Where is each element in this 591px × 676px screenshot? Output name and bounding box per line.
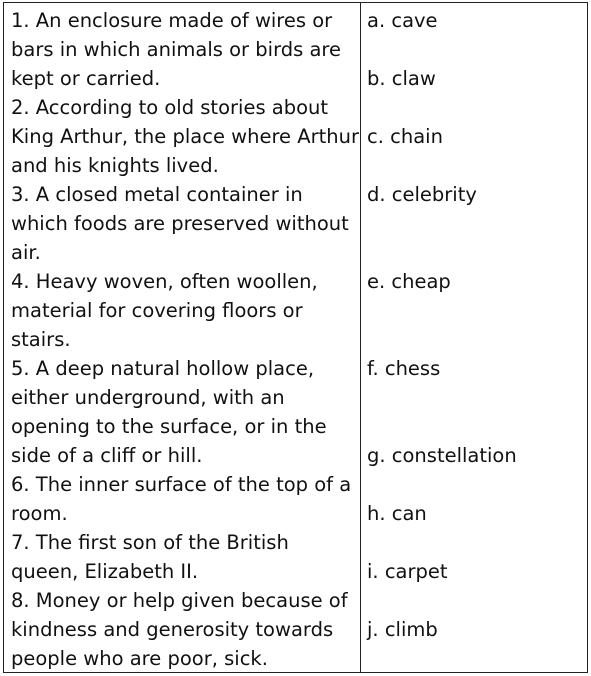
option-i: i. carpet	[367, 560, 448, 583]
definition-3-line-2: which foods are preserved without	[11, 212, 349, 235]
definition-4-line-1: 4. Heavy woven, often woollen,	[11, 270, 318, 293]
definition-8-line-3: people who are poor, sick.	[11, 647, 268, 670]
option-a: a. cave	[367, 9, 438, 32]
definition-5-line-3: opening to the surface, or in the	[11, 415, 327, 438]
option-h: h. can	[367, 502, 427, 525]
option-e: e. cheap	[367, 270, 451, 293]
definition-7-line-2: queen, Elizabeth II.	[11, 560, 199, 583]
definition-6-line-2: room.	[11, 502, 68, 525]
option-j: j. climb	[367, 618, 438, 641]
definition-5-line-1: 5. A deep natural hollow place,	[11, 357, 315, 380]
definition-6-line-1: 6. The inner surface of the top of a	[11, 473, 352, 496]
definition-4-line-2: material for covering floors or	[11, 299, 303, 322]
definition-2-line-3: and his knights lived.	[11, 154, 219, 177]
definition-1-line-2: bars in which animals or birds are	[11, 38, 342, 61]
definition-2-line-2: King Arthur, the place where Arthur	[11, 125, 359, 148]
option-b: b. claw	[367, 67, 436, 90]
option-f: f. chess	[367, 357, 441, 380]
definition-3-line-1: 3. A closed metal container in	[11, 183, 303, 206]
definition-5-line-4: side of a cliff or hill.	[11, 444, 203, 467]
option-c: c. chain	[367, 125, 443, 148]
definition-5-line-2: either underground, with an	[11, 386, 285, 409]
matching-table	[3, 2, 588, 673]
definition-1-line-3: kept or carried.	[11, 67, 161, 90]
column-divider	[360, 3, 361, 672]
definition-1-line-1: 1. An enclosure made of wires or	[11, 9, 333, 32]
option-d: d. celebrity	[367, 183, 477, 206]
option-g: g. constellation	[367, 444, 517, 467]
definition-3-line-3: air.	[11, 241, 41, 264]
definition-2-line-1: 2. According to old stories about	[11, 96, 329, 119]
definition-7-line-1: 7. The first son of the British	[11, 531, 289, 554]
definition-8-line-2: kindness and generosity towards	[11, 618, 334, 641]
definition-4-line-3: stairs.	[11, 328, 71, 351]
definition-8-line-1: 8. Money or help given because of	[11, 589, 348, 612]
